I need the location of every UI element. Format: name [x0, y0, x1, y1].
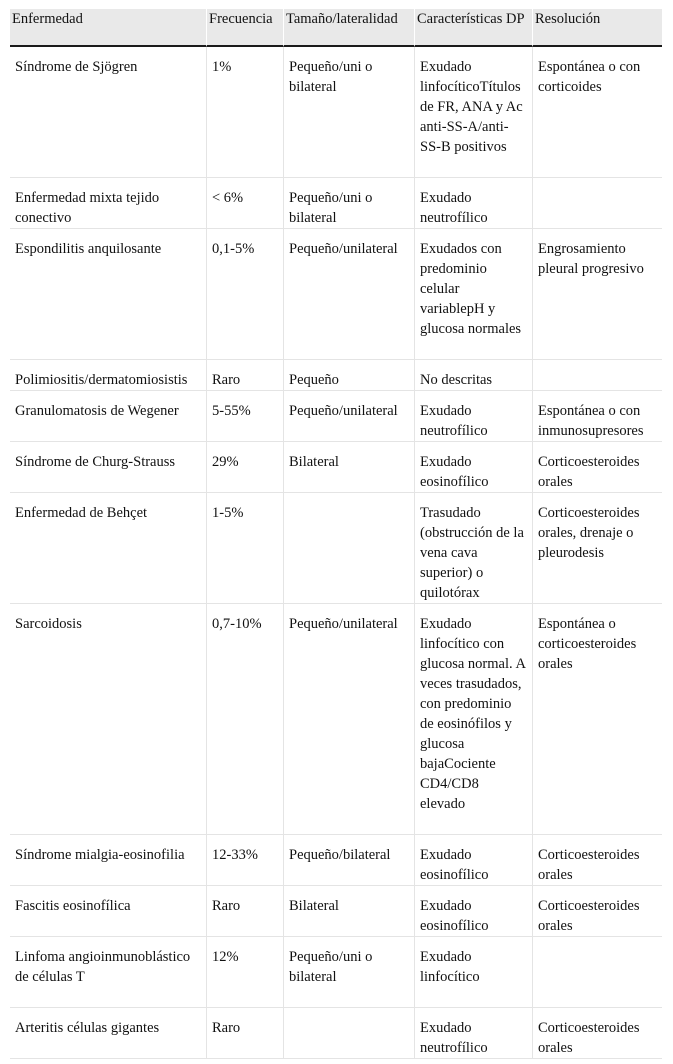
- cell-tamano: Bilateral: [283, 886, 414, 937]
- cell-enfermedad: Enfermedad de Behçet: [10, 493, 206, 604]
- cell-tamano: Pequeño/unilateral: [283, 391, 414, 442]
- cell-enfermedad: Síndrome de Sjögren: [10, 47, 206, 178]
- cell-frecuencia: < 6%: [206, 178, 283, 229]
- cell-enfermedad: Fascitis eosinofílica: [10, 886, 206, 937]
- header-caracteristicas-dp: Características DP: [414, 9, 532, 47]
- cell-resolucion: [532, 937, 662, 1008]
- cell-caracteristicas: Trasudado (obstrucción de la vena cava superior) o quilotórax: [414, 493, 532, 604]
- cell-tamano: [283, 493, 414, 604]
- cell-caracteristicas: Exudado eosinofílico: [414, 442, 532, 493]
- table-row: [10, 391, 662, 442]
- table-body: [10, 47, 662, 1059]
- table-row: [10, 886, 662, 937]
- cell-tamano: Pequeño/unilateral: [283, 229, 414, 360]
- cell-resolucion: Corticoesteroides orales, drenaje o pleurodesis: [532, 493, 662, 604]
- cell-enfermedad: Enfermedad mixta tejido conectivo: [10, 178, 206, 229]
- table-row: [10, 360, 662, 391]
- cell-frecuencia: Raro: [206, 360, 283, 391]
- cell-resolucion: Espontánea o con corticoides: [532, 47, 662, 178]
- table-row: [10, 937, 662, 1008]
- table-header: [10, 9, 662, 47]
- cell-enfermedad: Arteritis células gigantes: [10, 1008, 206, 1059]
- cell-resolucion: [532, 360, 662, 391]
- header-frecuencia: Frecuencia: [206, 9, 283, 47]
- header-tamano-lateralidad: Tamaño/lateralidad: [283, 9, 414, 47]
- cell-tamano: Pequeño/uni o bilateral: [283, 937, 414, 1008]
- cell-caracteristicas: Exudado linfocítico: [414, 937, 532, 1008]
- cell-frecuencia: 5-55%: [206, 391, 283, 442]
- pleural-effusion-disease-table: [10, 9, 662, 1059]
- cell-tamano: Pequeño: [283, 360, 414, 391]
- cell-tamano: Bilateral: [283, 442, 414, 493]
- cell-frecuencia: 1%: [206, 47, 283, 178]
- table-row: [10, 604, 662, 835]
- cell-enfermedad: Síndrome de Churg-Strauss: [10, 442, 206, 493]
- cell-frecuencia: 12-33%: [206, 835, 283, 886]
- cell-caracteristicas: No descritas: [414, 360, 532, 391]
- cell-caracteristicas: Exudados con predominio celular variablepH y glucosa normales: [414, 229, 532, 360]
- cell-caracteristicas: Exudado linfocíticoTítulos de FR, ANA y Ac anti-SS-A/anti-SS-B positivos: [414, 47, 532, 178]
- cell-frecuencia: Raro: [206, 1008, 283, 1059]
- table-row: [10, 178, 662, 229]
- cell-caracteristicas: Exudado neutrofílico: [414, 391, 532, 442]
- table-row: [10, 835, 662, 886]
- cell-enfermedad: Granulomatosis de Wegener: [10, 391, 206, 442]
- cell-resolucion: Corticoesteroides orales: [532, 886, 662, 937]
- cell-resolucion: Espontánea o corticoesteroides orales: [532, 604, 662, 835]
- cell-resolucion: [532, 178, 662, 229]
- cell-caracteristicas: Exudado neutrofílico: [414, 1008, 532, 1059]
- cell-resolucion: Corticoesteroides orales: [532, 835, 662, 886]
- header-resolucion: Resolución: [532, 9, 662, 47]
- cell-resolucion: Corticoesteroides orales: [532, 442, 662, 493]
- disease-table-container: [10, 9, 662, 1059]
- cell-frecuencia: 29%: [206, 442, 283, 493]
- cell-resolucion: Corticoesteroides orales: [532, 1008, 662, 1059]
- cell-enfermedad: Síndrome mialgia-eosinofilia: [10, 835, 206, 886]
- cell-caracteristicas: Exudado neutrofílico: [414, 178, 532, 229]
- cell-tamano: [283, 1008, 414, 1059]
- cell-tamano: Pequeño/uni o bilateral: [283, 178, 414, 229]
- cell-tamano: Pequeño/bilateral: [283, 835, 414, 886]
- cell-frecuencia: 12%: [206, 937, 283, 1008]
- header-enfermedad: Enfermedad: [10, 9, 206, 47]
- cell-caracteristicas: Exudado eosinofílico: [414, 835, 532, 886]
- cell-resolucion: Espontánea o con inmunosupresores: [532, 391, 662, 442]
- cell-tamano: Pequeño/uni o bilateral: [283, 47, 414, 178]
- cell-frecuencia: Raro: [206, 886, 283, 937]
- cell-enfermedad: Linfoma angioinmunoblástico de células T: [10, 937, 206, 1008]
- cell-enfermedad: Polimiositis/dermatomiosistis: [10, 360, 206, 391]
- cell-caracteristicas: Exudado linfocítico con glucosa normal. A veces trasudados, con predominio de eosinófilos y glucosa bajaCociente CD4/CD8 elevado: [414, 604, 532, 835]
- cell-enfermedad: Sarcoidosis: [10, 604, 206, 835]
- header-row: [10, 9, 662, 47]
- table-row: [10, 47, 662, 178]
- table-row: [10, 493, 662, 604]
- table-row: [10, 229, 662, 360]
- table-row: [10, 1008, 662, 1059]
- table-row: [10, 442, 662, 493]
- cell-resolucion: Engrosamiento pleural progresivo: [532, 229, 662, 360]
- cell-caracteristicas: Exudado eosinofílico: [414, 886, 532, 937]
- cell-tamano: Pequeño/unilateral: [283, 604, 414, 835]
- cell-enfermedad: Espondilitis anquilosante: [10, 229, 206, 360]
- cell-frecuencia: 0,1-5%: [206, 229, 283, 360]
- cell-frecuencia: 1-5%: [206, 493, 283, 604]
- cell-frecuencia: 0,7-10%: [206, 604, 283, 835]
